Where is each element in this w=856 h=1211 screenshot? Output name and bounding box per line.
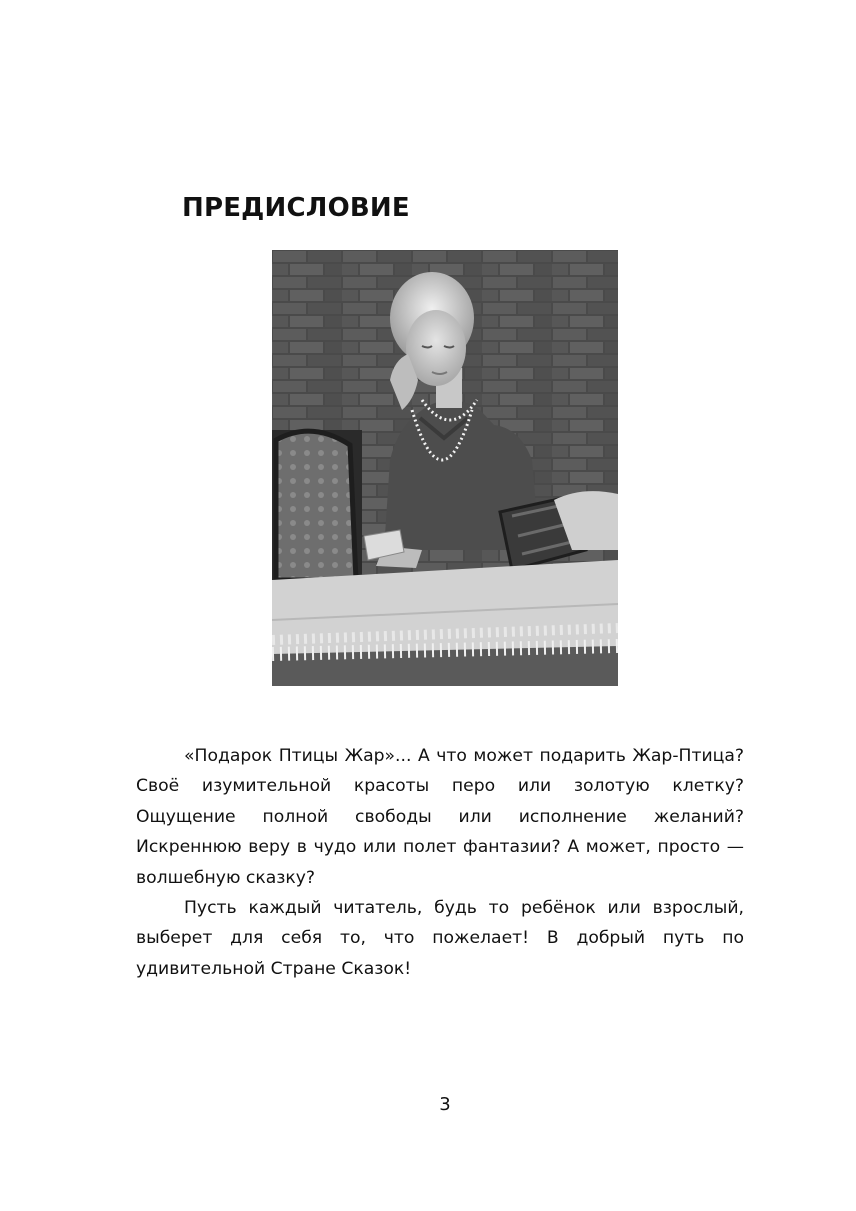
paragraph: «Подарок Птицы Жар»... А что может подарить Жар-Птица? Своё изумительной красоты перо или золотую клетку? Ощущение полной свободы или исполнение желаний? Искреннюю веру в чудо или полет фантазии? А может, просто — волшебную сказку? <box>136 746 744 888</box>
paragraph: Пусть каждый читатель, будь то ребёнок или взрослый, выберет для себя то, что пожелает! В добрый путь по удивительной Стране Сказок! <box>136 898 744 979</box>
page-number: 3 <box>439 1094 451 1115</box>
author-photo <box>272 250 618 686</box>
preface-body <box>136 741 744 984</box>
page-title: ПРЕДИСЛОВИЕ <box>182 193 410 223</box>
